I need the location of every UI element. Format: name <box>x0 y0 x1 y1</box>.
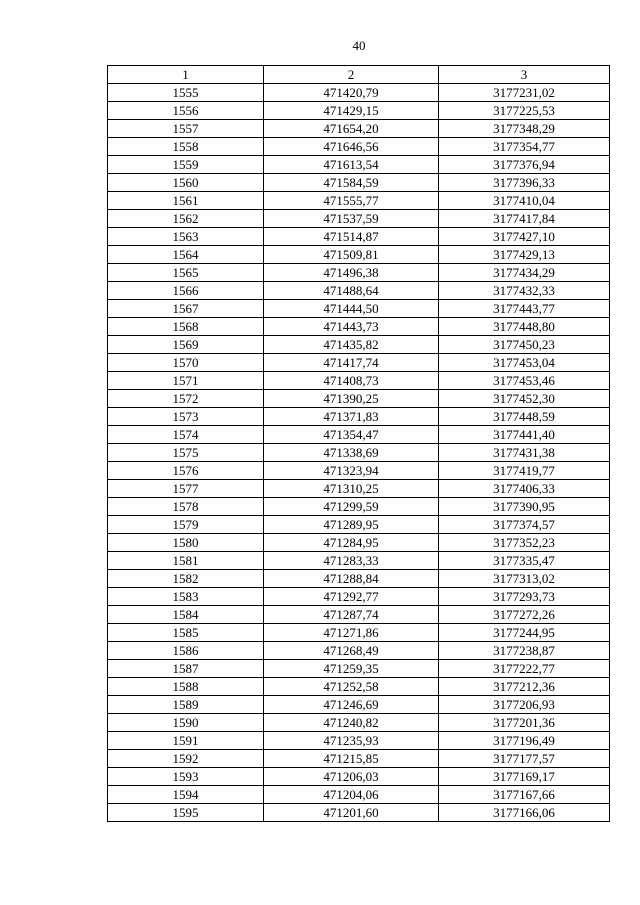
x-coordinate-cell: 471206,03 <box>264 768 439 786</box>
y-coordinate-cell: 3177167,66 <box>439 786 610 804</box>
table-row <box>108 192 610 210</box>
y-coordinate-cell: 3177272,26 <box>439 606 610 624</box>
x-coordinate-cell: 471310,25 <box>264 480 439 498</box>
table-row <box>108 660 610 678</box>
table-row <box>108 570 610 588</box>
y-coordinate-cell: 3177293,73 <box>439 588 610 606</box>
x-coordinate-cell: 471555,77 <box>264 192 439 210</box>
point-number-cell: 1559 <box>108 156 264 174</box>
table-row <box>108 318 610 336</box>
table-row <box>108 156 610 174</box>
point-number-cell: 1590 <box>108 714 264 732</box>
table-row <box>108 120 610 138</box>
table-row <box>108 408 610 426</box>
x-coordinate-cell: 471323,94 <box>264 462 439 480</box>
table-row <box>108 84 610 102</box>
x-coordinate-cell: 471292,77 <box>264 588 439 606</box>
x-coordinate-cell: 471509,81 <box>264 246 439 264</box>
table-row <box>108 228 610 246</box>
x-coordinate-cell: 471354,47 <box>264 426 439 444</box>
point-number-cell: 1588 <box>108 678 264 696</box>
point-number-cell: 1570 <box>108 354 264 372</box>
y-coordinate-cell: 3177448,80 <box>439 318 610 336</box>
x-coordinate-cell: 471287,74 <box>264 606 439 624</box>
x-coordinate-cell: 471429,15 <box>264 102 439 120</box>
y-coordinate-cell: 3177410,04 <box>439 192 610 210</box>
x-coordinate-cell: 471240,82 <box>264 714 439 732</box>
point-number-cell: 1572 <box>108 390 264 408</box>
table-row <box>108 444 610 462</box>
point-number-cell: 1586 <box>108 642 264 660</box>
y-coordinate-cell: 3177434,29 <box>439 264 610 282</box>
point-number-cell: 1579 <box>108 516 264 534</box>
y-coordinate-cell: 3177169,17 <box>439 768 610 786</box>
table-row <box>108 246 610 264</box>
y-coordinate-cell: 3177352,23 <box>439 534 610 552</box>
table-row <box>108 210 610 228</box>
x-coordinate-cell: 471420,79 <box>264 84 439 102</box>
y-coordinate-cell: 3177452,30 <box>439 390 610 408</box>
x-coordinate-cell: 471654,20 <box>264 120 439 138</box>
table-row <box>108 354 610 372</box>
x-coordinate-cell: 471646,56 <box>264 138 439 156</box>
y-coordinate-cell: 3177450,23 <box>439 336 610 354</box>
point-number-cell: 1592 <box>108 750 264 768</box>
x-coordinate-cell: 471289,95 <box>264 516 439 534</box>
column-header-x-coordinate: 2 <box>264 66 439 84</box>
x-coordinate-cell: 471268,49 <box>264 642 439 660</box>
x-coordinate-cell: 471537,59 <box>264 210 439 228</box>
point-number-cell: 1595 <box>108 804 264 822</box>
point-number-cell: 1581 <box>108 552 264 570</box>
point-number-cell: 1564 <box>108 246 264 264</box>
point-number-cell: 1569 <box>108 336 264 354</box>
table-row <box>108 678 610 696</box>
table-row <box>108 768 610 786</box>
table-row <box>108 462 610 480</box>
point-number-cell: 1575 <box>108 444 264 462</box>
table-row <box>108 696 610 714</box>
table-row <box>108 552 610 570</box>
y-coordinate-cell: 3177419,77 <box>439 462 610 480</box>
x-coordinate-cell: 471252,58 <box>264 678 439 696</box>
table-row <box>108 372 610 390</box>
y-coordinate-cell: 3177406,33 <box>439 480 610 498</box>
y-coordinate-cell: 3177453,46 <box>439 372 610 390</box>
page-number: 40 <box>352 38 366 53</box>
point-number-cell: 1568 <box>108 318 264 336</box>
table-row <box>108 390 610 408</box>
y-coordinate-cell: 3177453,04 <box>439 354 610 372</box>
y-coordinate-cell: 3177354,77 <box>439 138 610 156</box>
point-number-cell: 1578 <box>108 498 264 516</box>
point-number-cell: 1565 <box>108 264 264 282</box>
table-row <box>108 516 610 534</box>
table-row <box>108 174 610 192</box>
point-number-cell: 1560 <box>108 174 264 192</box>
x-coordinate-cell: 471435,82 <box>264 336 439 354</box>
y-coordinate-cell: 3177206,93 <box>439 696 610 714</box>
table-row <box>108 282 610 300</box>
table-row <box>108 264 610 282</box>
x-coordinate-cell: 471299,59 <box>264 498 439 516</box>
x-coordinate-cell: 471488,64 <box>264 282 439 300</box>
y-coordinate-cell: 3177166,06 <box>439 804 610 822</box>
coordinates-table <box>107 65 610 822</box>
table-row <box>108 624 610 642</box>
y-coordinate-cell: 3177390,95 <box>439 498 610 516</box>
point-number-cell: 1582 <box>108 570 264 588</box>
point-number-cell: 1556 <box>108 102 264 120</box>
point-number-cell: 1561 <box>108 192 264 210</box>
table-row <box>108 588 610 606</box>
table-header-row <box>108 66 610 84</box>
point-number-cell: 1563 <box>108 228 264 246</box>
y-coordinate-cell: 3177431,38 <box>439 444 610 462</box>
table-body <box>108 84 610 822</box>
point-number-cell: 1583 <box>108 588 264 606</box>
x-coordinate-cell: 471283,33 <box>264 552 439 570</box>
y-coordinate-cell: 3177441,40 <box>439 426 610 444</box>
point-number-cell: 1558 <box>108 138 264 156</box>
y-coordinate-cell: 3177443,77 <box>439 300 610 318</box>
y-coordinate-cell: 3177225,53 <box>439 102 610 120</box>
x-coordinate-cell: 471613,54 <box>264 156 439 174</box>
point-number-cell: 1576 <box>108 462 264 480</box>
y-coordinate-cell: 3177448,59 <box>439 408 610 426</box>
table-row <box>108 336 610 354</box>
x-coordinate-cell: 471215,85 <box>264 750 439 768</box>
x-coordinate-cell: 471443,73 <box>264 318 439 336</box>
point-number-cell: 1593 <box>108 768 264 786</box>
point-number-cell: 1555 <box>108 84 264 102</box>
point-number-cell: 1585 <box>108 624 264 642</box>
point-number-cell: 1562 <box>108 210 264 228</box>
y-coordinate-cell: 3177427,10 <box>439 228 610 246</box>
y-coordinate-cell: 3177376,94 <box>439 156 610 174</box>
x-coordinate-cell: 471496,38 <box>264 264 439 282</box>
table-row <box>108 426 610 444</box>
y-coordinate-cell: 3177177,57 <box>439 750 610 768</box>
x-coordinate-cell: 471259,35 <box>264 660 439 678</box>
table-row <box>108 786 610 804</box>
table-row <box>108 534 610 552</box>
table-row <box>108 498 610 516</box>
point-number-cell: 1584 <box>108 606 264 624</box>
x-coordinate-cell: 471408,73 <box>264 372 439 390</box>
table-row <box>108 642 610 660</box>
point-number-cell: 1573 <box>108 408 264 426</box>
x-coordinate-cell: 471235,93 <box>264 732 439 750</box>
x-coordinate-cell: 471338,69 <box>264 444 439 462</box>
table-row <box>108 480 610 498</box>
y-coordinate-cell: 3177335,47 <box>439 552 610 570</box>
y-coordinate-cell: 3177222,77 <box>439 660 610 678</box>
column-header-point-number: 1 <box>108 66 264 84</box>
x-coordinate-cell: 471271,86 <box>264 624 439 642</box>
point-number-cell: 1589 <box>108 696 264 714</box>
point-number-cell: 1567 <box>108 300 264 318</box>
table-row <box>108 138 610 156</box>
x-coordinate-cell: 471417,74 <box>264 354 439 372</box>
table-row <box>108 804 610 822</box>
table-row <box>108 300 610 318</box>
x-coordinate-cell: 471584,59 <box>264 174 439 192</box>
table-row <box>108 606 610 624</box>
point-number-cell: 1577 <box>108 480 264 498</box>
y-coordinate-cell: 3177396,33 <box>439 174 610 192</box>
y-coordinate-cell: 3177432,33 <box>439 282 610 300</box>
y-coordinate-cell: 3177374,57 <box>439 516 610 534</box>
point-number-cell: 1591 <box>108 732 264 750</box>
x-coordinate-cell: 471444,50 <box>264 300 439 318</box>
point-number-cell: 1566 <box>108 282 264 300</box>
point-number-cell: 1574 <box>108 426 264 444</box>
table-row <box>108 714 610 732</box>
x-coordinate-cell: 471288,84 <box>264 570 439 588</box>
y-coordinate-cell: 3177429,13 <box>439 246 610 264</box>
point-number-cell: 1587 <box>108 660 264 678</box>
point-number-cell: 1557 <box>108 120 264 138</box>
y-coordinate-cell: 3177348,29 <box>439 120 610 138</box>
point-number-cell: 1571 <box>108 372 264 390</box>
x-coordinate-cell: 471371,83 <box>264 408 439 426</box>
table-row <box>108 102 610 120</box>
y-coordinate-cell: 3177417,84 <box>439 210 610 228</box>
x-coordinate-cell: 471514,87 <box>264 228 439 246</box>
x-coordinate-cell: 471201,60 <box>264 804 439 822</box>
x-coordinate-cell: 471390,25 <box>264 390 439 408</box>
x-coordinate-cell: 471204,06 <box>264 786 439 804</box>
table-row <box>108 750 610 768</box>
y-coordinate-cell: 3177244,95 <box>439 624 610 642</box>
point-number-cell: 1594 <box>108 786 264 804</box>
y-coordinate-cell: 3177212,36 <box>439 678 610 696</box>
column-header-y-coordinate: 3 <box>439 66 610 84</box>
y-coordinate-cell: 3177201,36 <box>439 714 610 732</box>
x-coordinate-cell: 471246,69 <box>264 696 439 714</box>
x-coordinate-cell: 471284,95 <box>264 534 439 552</box>
y-coordinate-cell: 3177231,02 <box>439 84 610 102</box>
y-coordinate-cell: 3177238,87 <box>439 642 610 660</box>
y-coordinate-cell: 3177313,02 <box>439 570 610 588</box>
y-coordinate-cell: 3177196,49 <box>439 732 610 750</box>
point-number-cell: 1580 <box>108 534 264 552</box>
table-row <box>108 732 610 750</box>
